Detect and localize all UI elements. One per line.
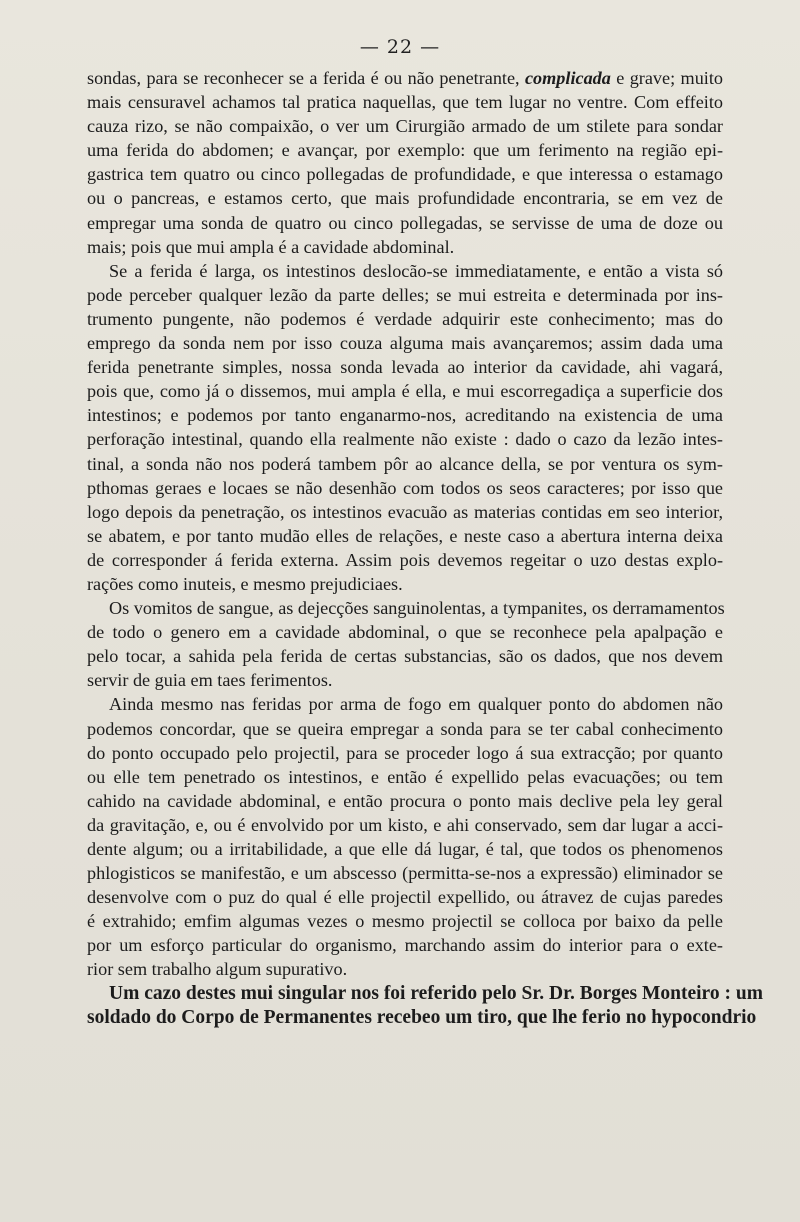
text-line: Os vomitos de sangue, as dejecções sanguinolentas, a tympanites, os derramamentos	[109, 598, 725, 619]
text-line: perforação intestinal, quando ella realmente não existe : dado o cazo da lezão intes-	[87, 429, 723, 450]
text-line: trumento pungente, não podemos é verdade adquirir este conhecimento; mas do	[87, 308, 723, 329]
text-line: mais; pois que mui ampla é a cavidade abdominal.	[87, 236, 455, 257]
text-line: Um cazo destes mui singular nos foi referido pelo Sr. Dr. Borges Monteiro : um	[109, 982, 763, 1004]
text-line: pthomas geraes e locaes se não desenhão com todos os seos caracteres; por isso que	[87, 477, 723, 498]
text-line: sondas, para se reconhecer se a ferida é ou não penetrante, complicada e grave; muito	[87, 68, 723, 88]
text-line: pois que, como já o dissemos, mui ampla é ella, e mui escorregadiça a superficie dos	[87, 381, 723, 402]
text-line: do ponto occupado pelo projectil, para se proceder logo á sua extracção; por quanto	[87, 742, 723, 763]
page-number: — 22 —	[359, 36, 441, 58]
body-text	[87, 66, 763, 1030]
text-line: ferida penetrante simples, nossa sonda levada ao interior da cavidade, ahi vagará,	[87, 357, 723, 378]
text-line: desenvolve com o puz do qual é elle projectil expellido, ou átravez de cujas paredes	[87, 887, 723, 908]
text-line: é extrahido; emfim algumas vezes o mesmo projectil se colloca por baixo da pelle	[87, 911, 723, 932]
text-line: phlogisticos se manifestão, e um abscesso (permitta-se-nos a expressão) eliminador se	[87, 863, 723, 884]
text-line: ou o pancreas, e estamos certo, que mais profundidade encontraria, se em vez de	[87, 188, 723, 209]
text-line: por um esforço particular do organismo, marchando assim do interior para o exte-	[87, 935, 723, 956]
text-line: de todo o genero em a cavidade abdominal, o que se reconhece pela apalpação e	[87, 622, 723, 643]
text-line: gastrica tem quatro ou cinco pollegadas de profundidade, e que interessa o estamago	[87, 164, 723, 185]
text-line: soldado do Corpo de Permanentes recebeo um tiro, que lhe ferio no hypocondrio	[87, 1006, 757, 1028]
text-line: ou elle tem penetrado os intestinos, e então é expellido pelas evacuações; ou tem	[87, 766, 723, 787]
text-line: dente algum; ou a irritabilidade, a que elle dá lugar, é tal, que todos os phenomenos	[87, 839, 723, 859]
text-line: emprego da sonda nem por isso couza alguma mais avançaremos; assim dada uma	[87, 333, 723, 354]
text-line: da gravitação, e, ou é envolvido por um kisto, e ahi conservado, sem dar lugar a acci-	[87, 814, 723, 835]
text-line: cahido na cavidade abdominal, e então procura o ponto mais declive pela ley geral	[87, 790, 723, 811]
text-line: podemos concordar, que se queira empregar a sonda para se ter cabal conhecimento	[87, 718, 723, 739]
text-line: rior sem trabalho algum supurativo.	[87, 959, 348, 980]
text-line: Ainda mesmo nas feridas por arma de fogo em qualquer ponto do abdomen não	[109, 694, 723, 715]
text-line: Se a ferida é larga, os intestinos deslocão-se immediatamente, e então a vista só	[109, 260, 723, 281]
text-line: intestinos; e podemos por tanto enganarmo-nos, acreditando na existencia de uma	[87, 405, 723, 426]
text-line: pode perceber qualquer lezão da parte delles; se mui estreita e determinada por ins-	[87, 284, 723, 305]
text-line: mais censuravel achamos tal pratica naquellas, que tem lugar no ventre. Com effeito	[87, 92, 723, 113]
text-line: servir de guia em taes ferimentos.	[87, 670, 333, 691]
text-line: de corresponder á ferida externa. Assim pois devemos regeitar o uzo destas explo-	[87, 549, 723, 570]
text-line: logo depois da penetração, os intestinos evacuão as materias contidas em seo interior,	[87, 501, 723, 522]
text-line: empregar uma sonda de quatro ou cinco pollegadas, se servisse de uma de doze ou	[87, 212, 723, 233]
text-line: pelo tocar, a sahida pela ferida de certas substancias, são os dados, que nos devem	[87, 646, 723, 667]
text-line: tinal, a sonda não nos poderá tambem pôr ao alcance della, se por ventura os sym-	[87, 453, 723, 474]
text-line: uma ferida do abdomen; e avançar, por exemplo: que um ferimento na região epi-	[87, 140, 723, 161]
text-line: cauza rizo, se não compaixão, o ver um Cirurgião armado de um stilete para sondar	[87, 116, 723, 137]
text-line: se abatem, e por tanto mudão elles de relações, e neste caso a abertura interna deixa	[87, 525, 723, 546]
text-line: rações como inuteis, e mesmo prejudiciaes.	[87, 573, 403, 594]
